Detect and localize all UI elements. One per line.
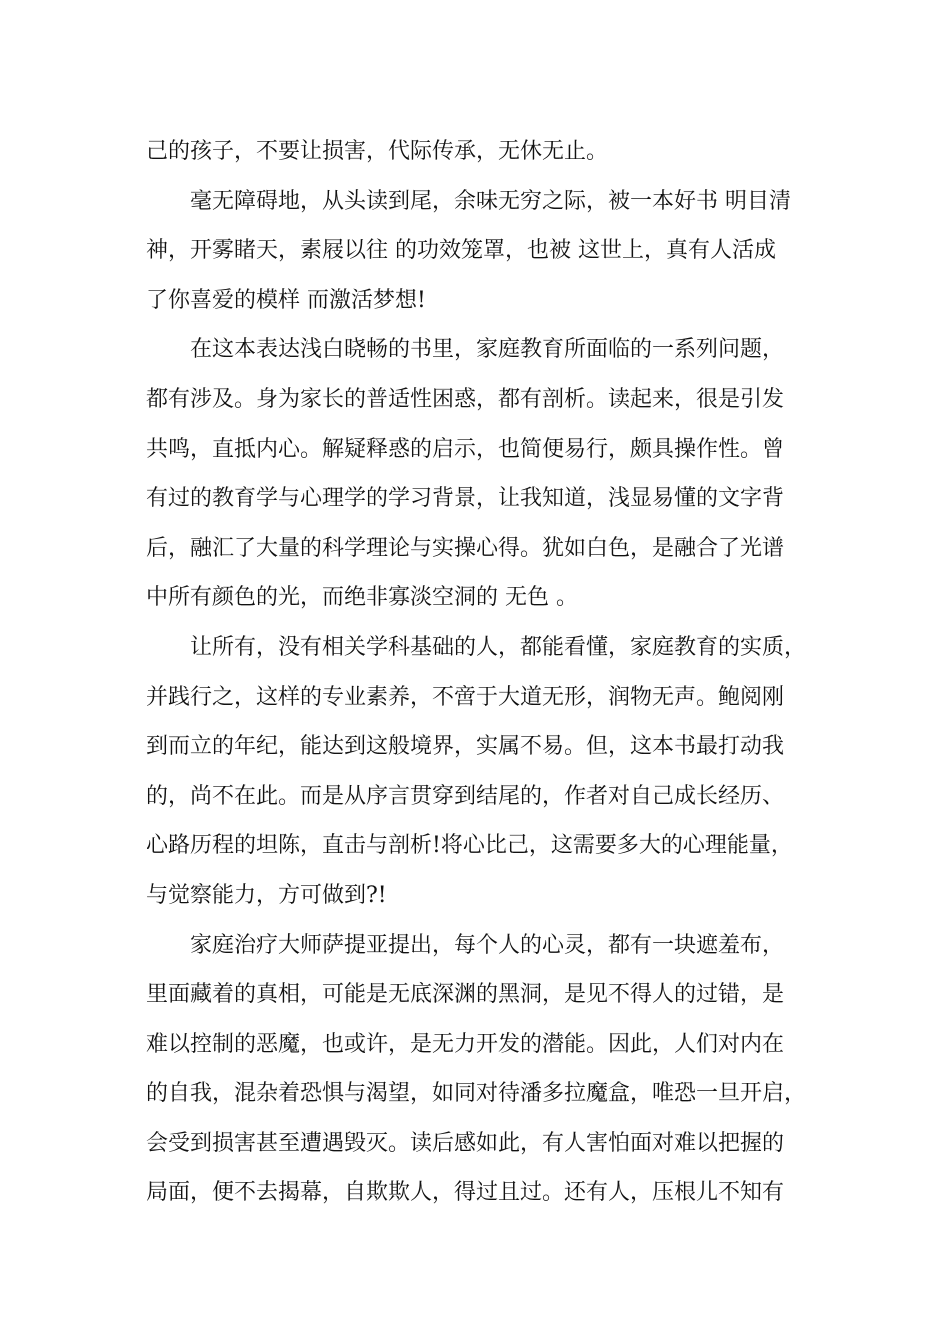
body-text: [146, 127, 836, 1218]
text-line: 与觉察能力，方可做到?!: [146, 882, 387, 908]
text-line: 里面藏着的真相，可能是无底深渊的黑洞，是见不得人的过错，是: [146, 982, 785, 1008]
text-line: 都有涉及。身为家长的普适性困惑，都有剖析。读起来，很是引发: [146, 386, 785, 412]
text-line: 共鸣，直抵内心。解疑释惑的启示，也简便易行，颇具操作性。曾: [146, 436, 785, 462]
text-line: 心路历程的坦陈，直击与剖析!将心比己，这需要多大的心理能量，: [146, 833, 793, 859]
text-line: 到而立的年纪，能达到这般境界，实属不易。但，这本书最打动我: [146, 734, 785, 760]
text-line: 毫无障碍地，从头读到尾，余味无穷之际，被一本好书 明目清: [190, 188, 791, 214]
text-line: 后，融汇了大量的科学理论与实操心得。犹如白色，是融合了光谱: [146, 535, 785, 561]
text-line: 让所有，没有相关学科基础的人，都能看懂，家庭教育的实质，: [190, 634, 807, 660]
text-line: 己的孩子，不要让损害，代际传承，无休无止。: [146, 139, 609, 164]
text-line: 的自我，混杂着恐惧与渴望，如同对待潘多拉魔盒，唯恐一旦开启，: [146, 1081, 807, 1107]
text-line: 了你喜爱的模样 而激活梦想!: [146, 287, 426, 313]
text-line: 家庭治疗大师萨提亚提出，每个人的心灵，都有一块遮羞布，: [190, 932, 785, 958]
text-line: 中所有颜色的光，而绝非寡淡空洞的 无色 。: [146, 585, 578, 611]
text-line: 难以控制的恶魔，也或许，是无力开发的潜能。因此，人们对内在: [146, 1031, 785, 1057]
text-line: 神，开雾睹天，素屐以往 的功效笼罩，也被 这世上，真有人活成: [146, 238, 776, 264]
text-line: 有过的教育学与心理学的学习背景，让我知道，浅显易懂的文字背: [146, 486, 785, 512]
text-line: 并践行之，这样的专业素养，不啻于大道无形，润物无声。鲍阅刚: [146, 684, 785, 710]
text-line: 会受到损害甚至遭遇毁灭。读后感如此，有人害怕面对难以把握的: [146, 1130, 785, 1156]
text-line: 在这本表达浅白晓畅的书里，家庭教育所面临的一系列问题，: [190, 337, 785, 363]
text-line: 局面，便不去揭幕，自欺欺人，得过且过。还有人，压根儿不知有: [146, 1180, 785, 1206]
text-line: 的，尚不在此。而是从序言贯穿到结尾的，作者对自己成长经历、: [146, 783, 785, 809]
